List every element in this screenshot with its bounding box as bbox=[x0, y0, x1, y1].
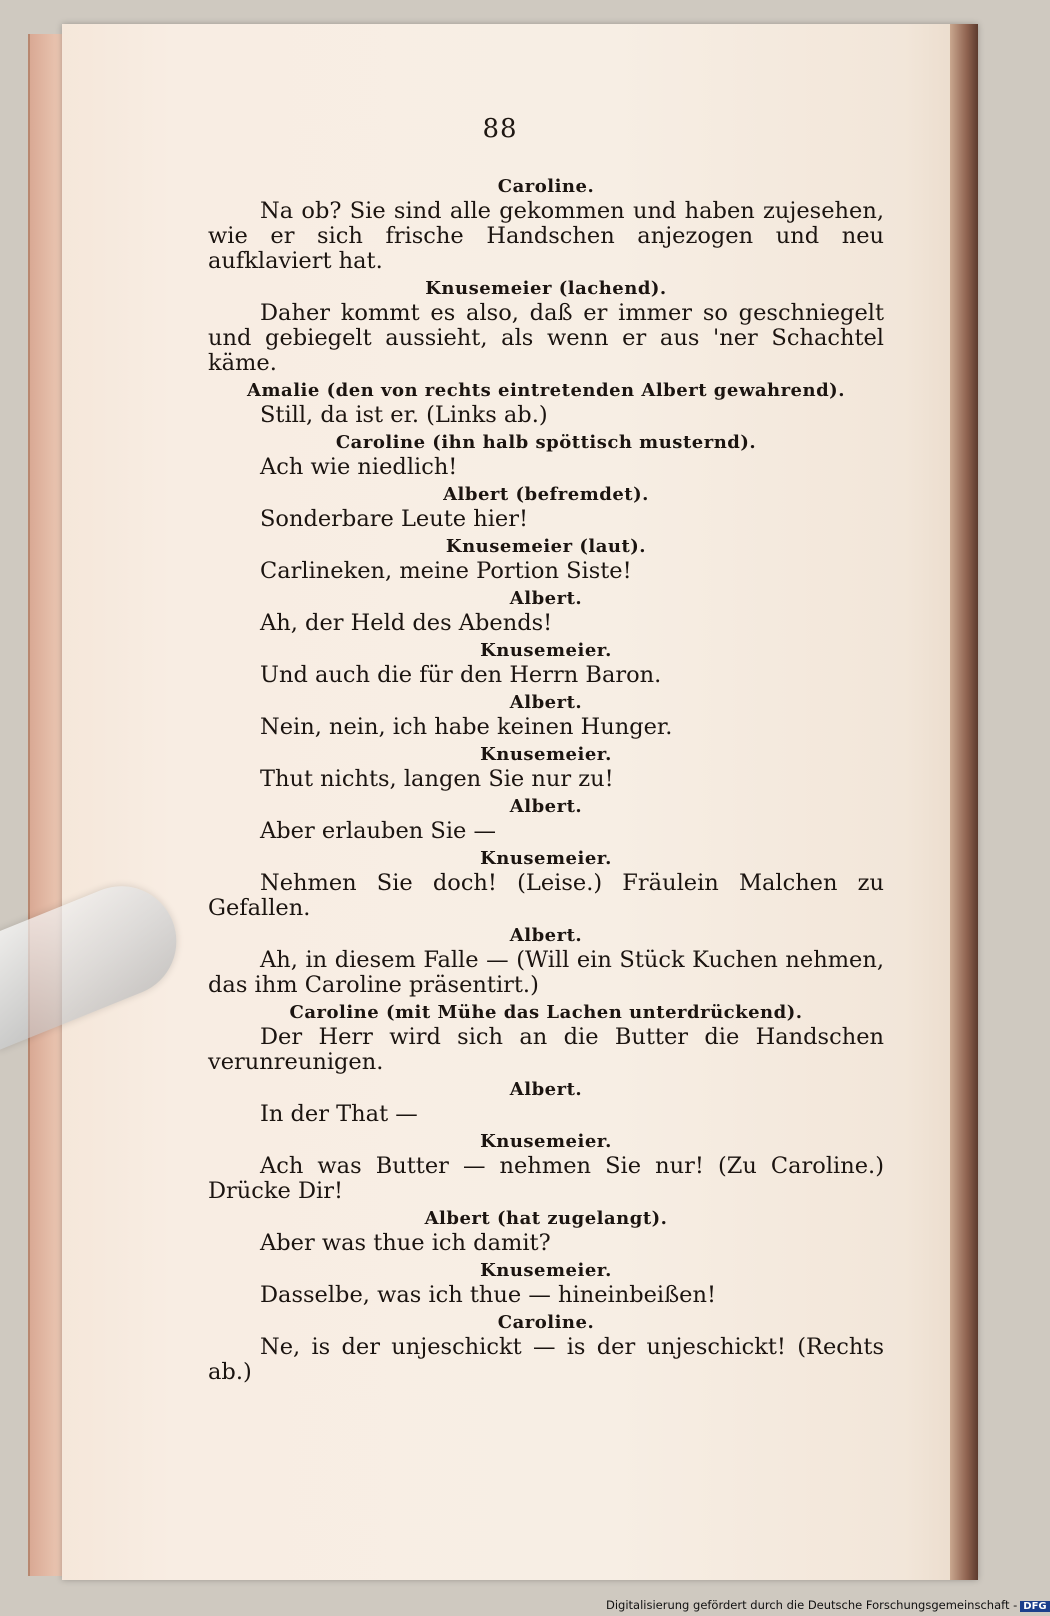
speaker-heading: Knusemeier. bbox=[480, 848, 612, 869]
speaker-heading: Albert. bbox=[509, 925, 583, 946]
digitization-footer bbox=[606, 1598, 1050, 1612]
speaker-heading: Albert. bbox=[509, 588, 583, 609]
speaker-heading: Knusemeier. bbox=[480, 744, 612, 765]
dialogue-line: Der Herr wird sich an die Butter die Handschen verunreunigen. bbox=[208, 1024, 884, 1075]
speaker-heading: Knusemeier. bbox=[480, 640, 612, 661]
speaker-heading: Caroline (ihn halb spöttisch musternd). bbox=[335, 432, 757, 453]
dialogue-line: Ne, is der unjeschickt — is der unjeschickt! (Rechts ab.) bbox=[208, 1334, 884, 1385]
speaker-heading: Knusemeier. bbox=[480, 1260, 612, 1281]
speaker-heading: Knusemeier (laut). bbox=[445, 536, 647, 557]
speaker-heading: Amalie (den von rechts eintretenden Albert gewahrend). bbox=[247, 380, 845, 401]
dialogue-line: Dasselbe, was ich thue — hineinbeißen! bbox=[260, 1282, 717, 1308]
dialogue-line: Ach was Butter — nehmen Sie nur! (Zu Caroline.) Drücke Dir! bbox=[208, 1153, 884, 1204]
dialogue-line: Aber erlauben Sie — bbox=[260, 818, 496, 844]
dialogue-line: Ah, der Held des Abends! bbox=[260, 610, 553, 636]
dialogue-line: Carlineken, meine Portion Siste! bbox=[260, 558, 632, 584]
book-spine bbox=[950, 24, 978, 1580]
dialogue-line: Sonderbare Leute hier! bbox=[260, 506, 529, 532]
speaker-heading: Caroline. bbox=[497, 176, 595, 197]
speaker-heading: Caroline. bbox=[497, 1312, 595, 1333]
page-number: 88 bbox=[482, 114, 518, 144]
dialogue-line: Still, da ist er. (Links ab.) bbox=[260, 402, 548, 428]
speaker-heading: Albert. bbox=[509, 692, 583, 713]
speaker-heading: Knusemeier (lachend). bbox=[425, 278, 667, 299]
dialogue-line: Aber was thue ich damit? bbox=[260, 1230, 551, 1256]
page-text bbox=[208, 172, 884, 1385]
speaker-heading: Knusemeier. bbox=[480, 1131, 612, 1152]
dialogue-line: Nehmen Sie doch! (Leise.) Fräulein Malchen zu Gefallen. bbox=[208, 870, 884, 921]
dfg-logo: DFG bbox=[1020, 1601, 1049, 1612]
dialogue-line: Thut nichts, langen Sie nur zu! bbox=[260, 766, 614, 792]
footer-text: Digitalisierung gefördert durch die Deutsche Forschungsgemeinschaft - bbox=[606, 1598, 1018, 1612]
speaker-heading: Albert. bbox=[509, 1079, 583, 1100]
dialogue-line: In der That — bbox=[260, 1101, 418, 1127]
dialogue-line: Ah, in diesem Falle — (Will ein Stück Kuchen nehmen, das ihm Caroline präsentirt.) bbox=[208, 947, 884, 998]
dialogue-line: Nein, nein, ich habe keinen Hunger. bbox=[260, 714, 673, 740]
speaker-heading: Albert (hat zugelangt). bbox=[424, 1208, 668, 1229]
dialogue-line: Ach wie niedlich! bbox=[260, 454, 458, 480]
dialogue-line: Na ob? Sie sind alle gekommen und haben zujesehen, wie er sich frische Handschen anjezogen und neu aufklaviert hat. bbox=[208, 198, 884, 274]
speaker-heading: Albert (befremdet). bbox=[443, 484, 649, 505]
dialogue-line: Und auch die für den Herrn Baron. bbox=[260, 662, 662, 688]
speaker-heading: Caroline (mit Mühe das Lachen unterdrückend). bbox=[289, 1002, 803, 1023]
dialogue-line: Daher kommt es also, daß er immer so geschniegelt und gebiegelt aussieht, als wenn er aus 'ner Schachtel käme. bbox=[208, 300, 884, 376]
speaker-heading: Albert. bbox=[509, 796, 583, 817]
